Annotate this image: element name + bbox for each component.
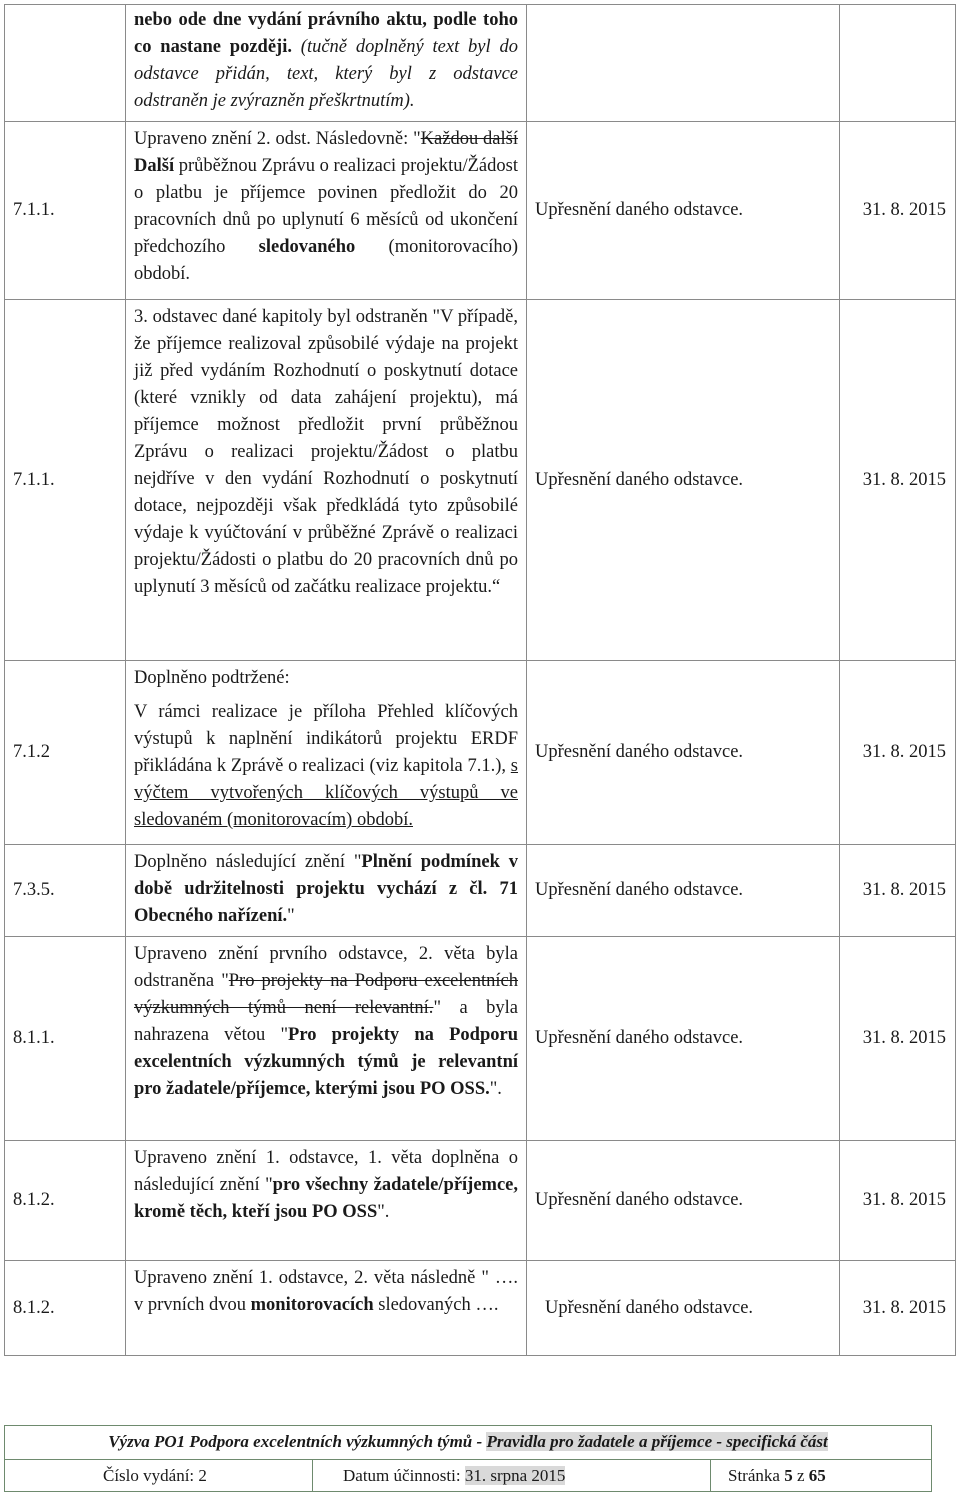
bold-text: Plnění podmínek v době udržitelnosti projektu vychází z čl. 71 Obecného nařízení. [134, 852, 519, 926]
description-paragraph [134, 1265, 518, 1319]
footer-page-current: 5 [784, 1466, 793, 1485]
change-row [5, 300, 956, 661]
footer-issue-label: Číslo vydání: [103, 1466, 199, 1485]
bold-text: monitorovacích [250, 1295, 374, 1315]
text-run: Doplněno podtržené: [134, 668, 290, 688]
text-run: ". [489, 1079, 502, 1099]
change-reason: Upřesnění daného odstavce. [527, 300, 840, 661]
section-number [5, 5, 126, 122]
text-run: Doplněno následující znění " [134, 852, 362, 872]
change-description [126, 937, 527, 1141]
text-run: Upraveno znění 1. odstavce, 2. věta následně " …. v prvních dvou [134, 1268, 518, 1315]
change-row [5, 661, 956, 845]
text-run: průběžnou Zprávu o realizaci projektu/Žádost o platbu je příjemce povinen předložit do 20 pracovních dnů po uplynutí 6 měsíců od ukončení předchozího [134, 156, 518, 257]
change-date: 31. 8. 2015 [840, 1141, 956, 1261]
change-reason: Upřesnění daného odstavce. [527, 1141, 840, 1261]
bold-text: Pro projekty na Podporu excelentních výzkumných týmů je relevantní pro žadatele/příjemce, kterými jsou PO OSS. [134, 1025, 518, 1099]
bold-text: Další [134, 156, 175, 176]
underlined-text: s výčtem vytvořených klíčových výstupů ve sledovaném (monitorovacím) období. [134, 756, 518, 830]
text-run: sledovaných …. [373, 1295, 499, 1315]
change-log-body [5, 5, 956, 1356]
description-paragraph [134, 699, 518, 834]
change-row [5, 1261, 956, 1356]
footer-effective-date [313, 1460, 711, 1492]
change-date: 31. 8. 2015 [840, 1261, 956, 1356]
section-number: 8.1.1. [5, 937, 126, 1141]
description-paragraph [134, 849, 518, 930]
section-number: 7.3.5. [5, 845, 126, 937]
description-paragraph [134, 665, 518, 692]
description-paragraph [134, 941, 518, 1103]
text-run: (monitorovacího) období. [134, 237, 519, 284]
change-description [126, 5, 527, 122]
change-date: 31. 8. 2015 [840, 661, 956, 845]
change-description [126, 845, 527, 937]
change-date: 31. 8. 2015 [840, 122, 956, 300]
footer-date-label: Datum účinnosti: [343, 1466, 465, 1485]
footer-title [5, 1426, 931, 1460]
change-date: 31. 8. 2015 [840, 937, 956, 1141]
text-run: (tučně doplněný text byl do odstavce přidán, text, který byl z odstavce odstraněn je zvýrazněn přeškrtnutím). [134, 37, 518, 111]
description-paragraph [134, 304, 518, 601]
text-run: " [287, 906, 295, 926]
footer-page-total: 65 [808, 1466, 826, 1485]
footer-meta [5, 1460, 931, 1492]
footer-title-separator: - [472, 1432, 487, 1451]
text-run: Upraveno znění prvního odstavce, 2. věta byla odstraněna " [134, 944, 518, 991]
text-run: 3. odstavec dané kapitoly byl odstraněn "V případě, že příjemce realizoval způsobilé výdaje na projekt již před vydáním Rozhodnutí o poskytnutí dotace (které vznikly od data zahájení projektu), má příjemce možnost předložit první průběžnou Zprávu o realizaci projektu/Žádost o platbu nejdříve v den vydání Rozhodnutí o poskytnutí dotace, nejpozději však předkládá tyto způsobilé výdaje k vyúčtování v průběžné Zprávě o realizaci projektu/Žádosti o platbu do 20 pracovních dnů po uplynutí 3 měsíců od začátku realizace projektu.“ [134, 307, 518, 597]
change-row [5, 122, 956, 300]
change-row [5, 845, 956, 937]
section-number: 8.1.2. [5, 1141, 126, 1261]
text-run: V rámci realizace je příloha Přehled klíčových výstupů k naplnění indikátorů projektu ERDF přikládána k Zprávě o realizaci (viz kapitola 7.1.), [134, 702, 518, 776]
text-run: Upraveno znění 1. odstavce, 1. věta doplněna o následující znění " [134, 1148, 518, 1195]
section-number: 8.1.2. [5, 1261, 126, 1356]
change-date [840, 5, 956, 122]
bold-text: pro všechny žadatele/příjemce, kromě těch, kteří jsou PO OSS [134, 1175, 518, 1222]
change-reason: Upřesnění daného odstavce. [527, 122, 840, 300]
change-row [5, 5, 956, 122]
footer-issue [5, 1460, 313, 1492]
struck-text: Každou další [420, 129, 518, 149]
change-date: 31. 8. 2015 [840, 300, 956, 661]
section-number: 7.1.1. [5, 122, 126, 300]
text-run: ". [377, 1202, 390, 1222]
section-number: 7.1.1. [5, 300, 126, 661]
change-description [126, 1261, 527, 1356]
page-footer [4, 1425, 932, 1492]
description-paragraph [134, 7, 518, 115]
change-row [5, 937, 956, 1141]
footer-page-number [711, 1460, 931, 1492]
footer-issue-value: 2 [198, 1466, 207, 1485]
description-paragraph [134, 1145, 518, 1226]
change-date: 31. 8. 2015 [840, 845, 956, 937]
change-description [126, 661, 527, 845]
change-reason: Upřesnění daného odstavce. [527, 1261, 840, 1356]
footer-page-label: Stránka [728, 1466, 785, 1485]
bold-text: sledovaného [258, 237, 356, 257]
change-description [126, 1141, 527, 1261]
text-run: " a byla nahrazena větou " [134, 998, 518, 1045]
change-description [126, 122, 527, 300]
change-reason: Upřesnění daného odstavce. [527, 937, 840, 1141]
struck-text: Pro projekty na Podporu excelentních výzkumných týmů není relevantní. [134, 971, 518, 1018]
footer-date-value: 31. srpna 2015 [464, 1466, 566, 1485]
change-reason [527, 5, 840, 122]
section-number: 7.1.2 [5, 661, 126, 845]
change-reason: Upřesnění daného odstavce. [527, 661, 840, 845]
change-description [126, 300, 527, 661]
text-run: Upraveno znění 2. odst. Následovně: " [134, 129, 421, 149]
footer-title-call: Výzva PO1 Podpora excelentních výzkumných týmů [108, 1432, 473, 1451]
change-log-table [4, 4, 956, 1356]
footer-title-rules: Pravidla pro žadatele a příjemce - specifická část [486, 1432, 828, 1451]
bold-text: nebo ode dne vydání právního aktu, podle toho co nastane později. [134, 10, 518, 57]
change-reason: Upřesnění daného odstavce. [527, 845, 840, 937]
description-paragraph [134, 126, 518, 288]
footer-page-sep: z [792, 1466, 809, 1485]
change-row [5, 1141, 956, 1261]
